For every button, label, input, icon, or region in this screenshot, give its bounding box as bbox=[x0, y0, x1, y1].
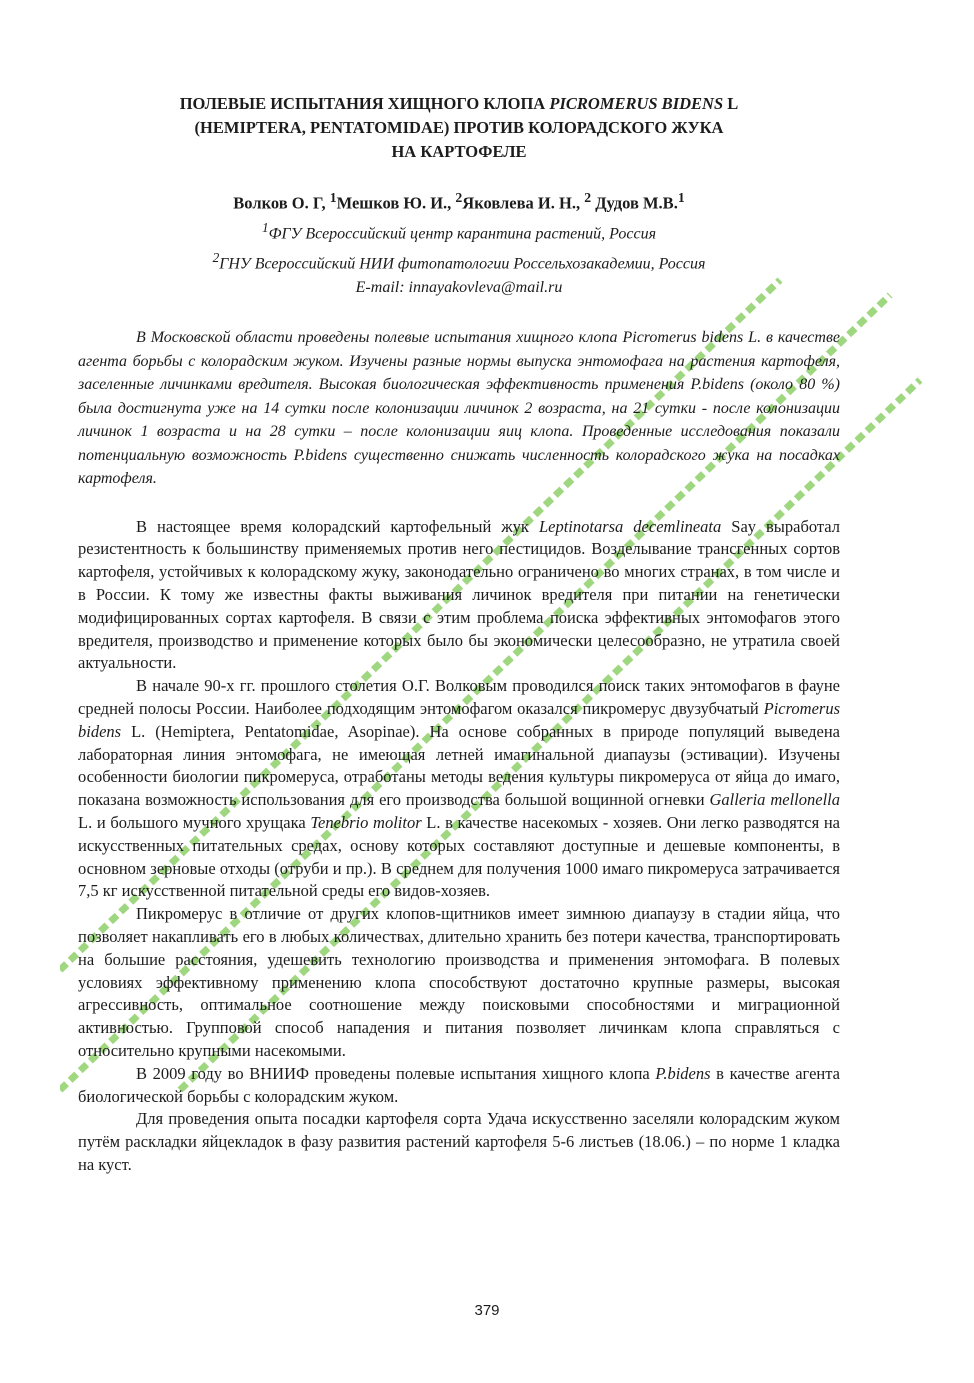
paragraph-2: В начале 90-х гг. прошлого столетия О.Г. Волковым проводился поиск таких энтомофагов в фауне средней полосы России. Наиболее подходящим энтомофагом оказался пикромерус двузубчатый Picromerus bidens L. (Hemiptera, Pentatomidae, Asopinae). На основе собранных в природе популяций выведена лабораторная линия энтомофага, не имеющая летней имагинальной диапаузы (эстивации). Изучены особенности биологии пикромеруса, отработаны методы ведения культуры пикромеруса от яйца до имаго, показана возможность использования для его производства большой вощинной огневки Galleria mellonella L. и большого мучного хрущака Tenebrio molitor L. в качестве насекомых - хозяев. Они легко разводятся на искусственных питательных средах, основу которых составляют доступные и дешевые компоненты, в основном зерновые отходы (отруби и пр.). В среднем для получения 1000 имаго пикромеруса затрачивается 7,5 кг искусственной питательной среды его видов-хозяев. bbox=[78, 676, 840, 901]
body-text bbox=[78, 516, 840, 1177]
page-number: 379 bbox=[474, 1302, 500, 1319]
contact-email: E-mail: innayakovleva@mail.ru bbox=[355, 279, 563, 297]
paragraph-1: В настоящее время колорадский картофельный жук Leptinotarsa decemlineata Say выработал резистентность к большинству применяемых против него пестицидов. Возделывание трансгенных сортов картофеля, устойчивых к колорадскому жуку, законодательно ограничено во многих странах, в том числе и в России. К тому же известны факты выживания личинок вредителя при питании на генетически модифицированных сортах картофеля. В связи с этим проблема поиска эффективных энтомофагов этого вредителя, производство и применение которых было бы экономически целесообразно, не утратила своей актуальности. bbox=[78, 516, 841, 673]
title-line-3: НА КАРТОФЕЛЕ bbox=[391, 142, 527, 161]
author-list: Волков О. Г, $^1$Мешков Ю. И., $^2$Яковлева И. Н., $^2$ Дудов М.В.$^1$ bbox=[233, 190, 685, 213]
title-line-1: ПОЛЕВЫЕ ИСПЫТАНИЯ ХИЩНОГО КЛОПА PICROMERUS BIDENS L bbox=[179, 94, 739, 113]
paragraph-4: В 2009 году во ВНИИФ проведены полевые испытания хищного клопа P.bidens в качестве агента биологической борьбы с колорадским жуком. bbox=[78, 1063, 840, 1106]
paragraph-3: Пикромерус в отличие от других клопов-щитников имеет зимнюю диапаузу в стадии яйца, что позволяет накапливать его в любых количествах, длительно хранить без потери качества, транспортировать на большие расстояния, удешевить технологию производства и применения энтомофага. В полевых условиях эффективному применению клопа способствуют достаточно крупные размеры, высокая агрессивность, оптимальное соотношение между поисковыми способностями и миграционной активностью. Групповой способ нападения и питания позволяет личинкам клопа справляться с относительно крупными насекомыми. bbox=[78, 904, 840, 1060]
article-title bbox=[78, 92, 840, 164]
abstract: В Московской области проведены полевые испытания хищного клопа Picromerus bidens L. в качестве агента борьбы с колорадским жуком. Изучены разные нормы выпуска энтомофага на растения картофеля, заселенные личинками вредителя. Высокая биологическая эффективность применения P.bidens (около 80 %) была достигнута уже на 14 сутки после колонизации личинок 2 возраста, на 21 сутки - после колонизации личинок 1 возраста и на 28 сутки – после колонизации яиц клопа. Проведенные исследования показали потенциальную возможность P.bidens существенно снижать численность колорадского жука на посадках картофеля. bbox=[78, 329, 840, 488]
affiliation-2: $^2$ГНУ Всероссийский НИИ фитопатологии Россельхозакадемии, Россия bbox=[212, 249, 706, 273]
paragraph-5: Для проведения опыта посадки картофеля сорта Удача искусственно заселяли колорадским жуком путём раскладки яйцекладок в фазу развития растений картофеля 5-6 листьев (18.06.) – по норме 1 кладка на куст. bbox=[78, 1109, 840, 1174]
title-line-2: (HEMIPTERA, PENTATOMIDAE) ПРОТИВ КОЛОРАДСКОГО ЖУКА bbox=[194, 118, 724, 137]
affiliation-1: $^1$ФГУ Всероссийский центр карантина растений, Россия bbox=[262, 219, 656, 242]
article bbox=[78, 92, 840, 1177]
